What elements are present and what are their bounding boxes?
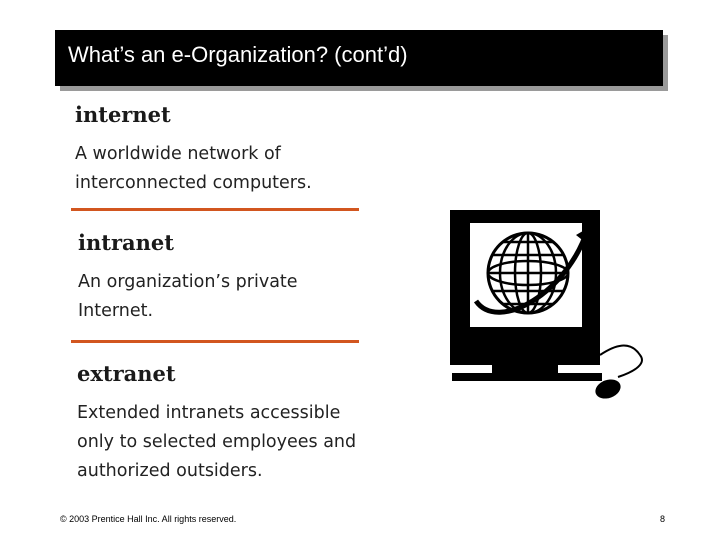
title-bar	[55, 30, 663, 86]
copyright-text: © 2003 Prentice Hall Inc. All rights reserved.	[60, 514, 237, 524]
term-title: intranet	[78, 230, 174, 255]
term-title: extranet	[77, 361, 176, 386]
divider	[71, 340, 359, 343]
page-number: 8	[660, 514, 666, 524]
term-definition: A worldwide network of interconnected computers.	[75, 144, 312, 193]
term-definition: An organization’s private Internet.	[78, 272, 298, 321]
term-definition: Extended intranets accessible only to selected employees and authorized outsiders.	[77, 403, 357, 481]
term-internet	[75, 102, 375, 198]
term-intranet	[78, 230, 378, 326]
term-title: internet	[75, 102, 171, 127]
page-title: What’s an e-Organization? (cont’d)	[68, 42, 408, 67]
term-extranet	[77, 361, 377, 486]
computer-globe-icon	[440, 205, 680, 405]
divider	[71, 208, 359, 211]
